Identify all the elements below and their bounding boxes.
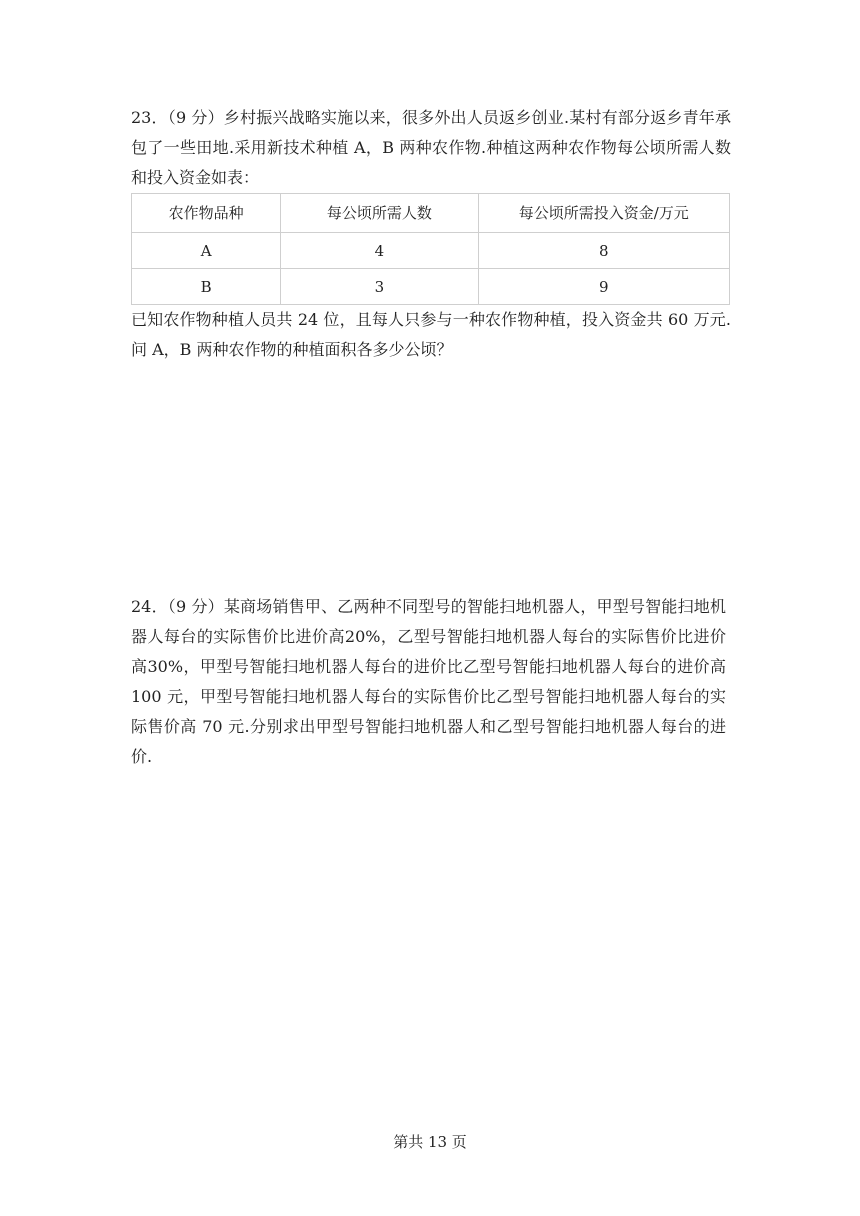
crop-investment-table xyxy=(131,193,730,305)
table-cell: B xyxy=(132,269,281,305)
question-24 xyxy=(131,592,726,772)
table-cell: 8 xyxy=(478,233,729,269)
question-23-intro: 23．（9 分）乡村振兴战略实施以来，很多外出人员返乡创业.某村有部分返乡青年承包了一些田地.采用新技术种植 A，B 两种农作物.种植这两种农作物每公顷所需人数和投入资金如表： xyxy=(131,108,731,187)
table-header-cell: 农作物品种 xyxy=(132,194,281,233)
table-cell: A xyxy=(132,233,281,269)
table-row xyxy=(132,233,730,269)
table-cell: 9 xyxy=(478,269,729,305)
table-row xyxy=(132,269,730,305)
question-23 xyxy=(131,103,731,365)
table-header-row xyxy=(132,194,730,233)
table-cell: 3 xyxy=(281,269,478,305)
question-23-prompt: 已知农作物种植人员共 24 位，且每人只参与一种农作物种植，投入资金共 60 万元.问 A，B 两种农作物的种植面积各多少公顷？ xyxy=(131,310,731,359)
table-header-cell: 每公顷所需人数 xyxy=(281,194,478,233)
question-24-text: 24．（9 分）某商场销售甲、乙两种不同型号的智能扫地机器人，甲型号智能扫地机器人每台的实际售价比进价高20%，乙型号智能扫地机器人每台的实际售价比进价高30%，甲型号智能扫地机器人每台的进价比乙型号智能扫地机器人每台的进价高 100 元，甲型号智能扫地机器人每台的实际售价比乙型号智能扫地机器人每台的实际售价高 70 元.分别求出甲型号智能扫地机器人和乙型号智能扫地机器人每台的进价. xyxy=(131,597,726,766)
table-header-cell: 每公顷所需投入资金/万元 xyxy=(478,194,729,233)
page-footer: 第共 13 页 xyxy=(393,1133,467,1151)
table-cell: 4 xyxy=(281,233,478,269)
